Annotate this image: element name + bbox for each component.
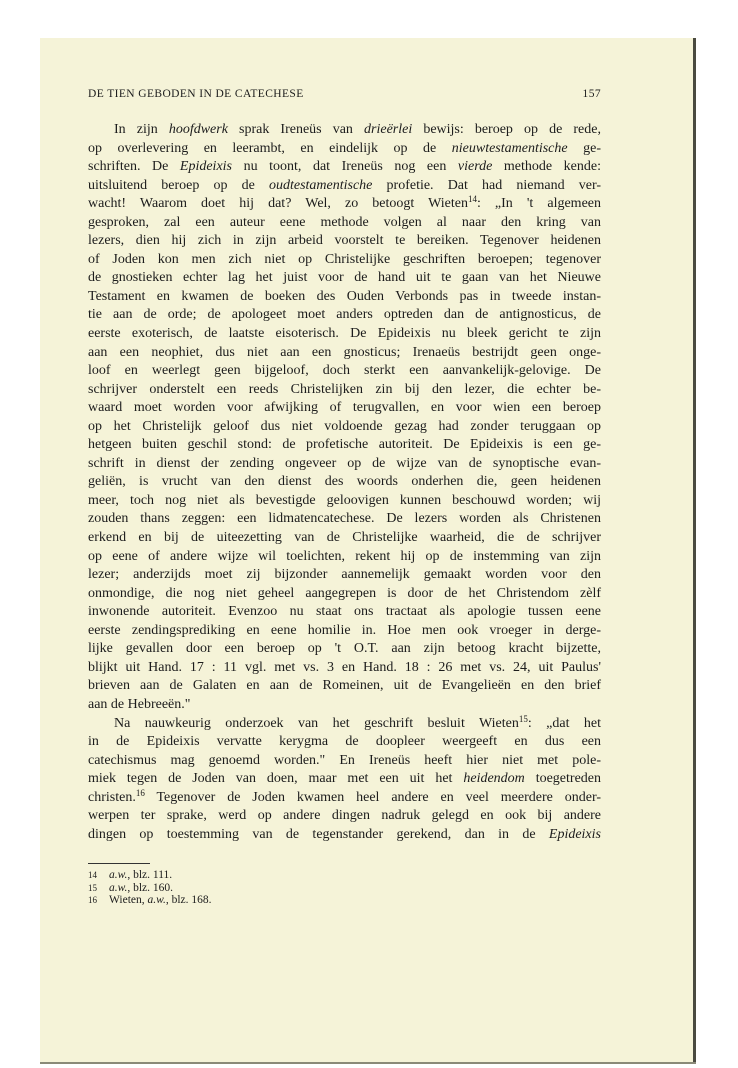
- text-line: zouden thans zeggen: een lidmatencatechese. De lezers worden als Christenen: [88, 511, 601, 527]
- running-title: DE TIEN GEBODEN IN DE CATECHESE: [88, 88, 304, 100]
- text-line: catechismus mag genoemd worden." En Ireneüs heeft hier niet met pole-: [88, 752, 601, 768]
- text-line: tie aan de orde; de apologeet moet anders optreden dan de antignosticus, de: [88, 307, 601, 323]
- footnote-text: a.w., blz. 160.: [109, 881, 174, 894]
- text-line: In zijn hoofdwerk sprak Ireneüs van drieërlei bewijs: beroep op de rede,: [114, 122, 601, 137]
- footnote-number: 14: [88, 870, 97, 880]
- text-line: christen.$^{16}$ Tegenover de Joden kwamen heel andere en veel meerdere onder-: [88, 787, 601, 805]
- footnote: [88, 869, 601, 882]
- footnote-text: Wieten, a.w., blz. 168.: [109, 894, 212, 906]
- page-edge-right: [693, 38, 696, 1064]
- text-line: op het Christelijk geloof dus niet voldoende gezag had zonder teruggaan op: [88, 418, 601, 434]
- text-line: loof en weerlegt geen bijgeloof, doch sterkt een aanvankelijk-gelovige. De: [88, 363, 601, 379]
- footnote: [88, 882, 601, 895]
- text-line: schriften. De Epideixis nu toont, dat Ireneüs nog een vierde methode kende:: [88, 159, 601, 175]
- text-line: schrift in dienst der zending ongeveer op de wijze van de synoptische evan-: [88, 455, 601, 471]
- text-line: werpen ter sprake, werd op andere dingen nadruk gelegd en ook bij andere: [88, 808, 601, 824]
- text-line: op overlevering en leerambt, en eindelijk op de nieuwtestamentische ge-: [88, 140, 601, 156]
- body-text: [88, 121, 601, 844]
- text-line: gesproken, zal een auteur eene methode volgen al naar den kring van: [88, 214, 601, 230]
- text-line: eerste zendingsprediking en eene homilie in. Hoe men ook vroeger in derge-: [88, 622, 601, 638]
- text-line: eerste exoterisch, de laatste eisoterisch. De Epideixis nu bleek gericht te zijn: [88, 326, 601, 342]
- text-line: de gnostieken echter lag het juist voor de hand uit te gaan van het Nieuwe: [88, 270, 601, 286]
- text-line: blijkt uit Hand. 17 : 11 vgl. met vs. 3 en Hand. 18 : 26 met vs. 24, uit Paulus': [88, 659, 601, 675]
- text-line: Na nauwkeurig onderzoek van het geschrift besluit Wieten$^{15}$: „dat het: [114, 713, 601, 731]
- page-number: 157: [582, 88, 601, 100]
- footnote-number: 15: [88, 882, 97, 893]
- text-line: uitsluitend beroep op de oudtestamentische profetie. Dat had niemand ver-: [88, 177, 601, 193]
- text-line: dingen op toestemming van de tegenstander gerekend, dan in de Epideixis: [88, 826, 601, 842]
- text-line: geliën, is vrucht van den dienst des woords onderhen die, geen heidenen: [88, 474, 601, 490]
- footnotes: [88, 869, 601, 907]
- footnote: [88, 894, 601, 907]
- text-line: lezers, dien hij zich in zijn arbeid voorstelt te bereiken. Tegenover heidenen: [88, 233, 601, 249]
- text-line: lijke gevallen door een beroep op 't O.T. aan zijn betoog kracht bijzette,: [88, 641, 601, 657]
- text-line: schrijver onderstelt een reeds Christelijken zin bij den lezer, die echter be-: [88, 381, 601, 397]
- text-line: brieven aan de Galaten en aan de Romeinen, uit de Evangelieën en den brief: [88, 678, 601, 694]
- text-line: wacht! Waarom doet hij dat? Wel, zo betoogt Wieten$^{14}$: „In 't algemeen: [88, 194, 602, 212]
- text-line: op eene of andere wijze wil toelichten, rekent hij op de instemming van zijn: [88, 548, 601, 564]
- text-line: Testament en kwamen de boeken des Ouden Verbonds pas in tweede instan-: [88, 288, 601, 304]
- footnote-rule: [88, 863, 150, 864]
- text-line: miek tegen de Joden van doen, maar met een uit het heidendom toegetreden: [88, 771, 601, 787]
- text-line: waard moet worden voor afwijking of terugvallen, en voor wien een beroep: [88, 400, 601, 416]
- text-line: in de Epideixis vervatte kerygma de doopleer weergeeft en dus een: [88, 734, 601, 750]
- footnote-text: a.w., blz. 111.: [109, 869, 173, 881]
- text-line: hetgeen buiten geschil stond: de profetische autoriteit. De Epideixis is een ge-: [88, 437, 601, 453]
- text-line: onmondige, die nog niet geheel aangegrepen is door de het Christendom zèlf: [88, 585, 601, 601]
- text-line: inwonende autoriteit. Evenzoo nu staat ons tractaat als apologie tussen eene: [88, 604, 601, 620]
- text-line: of Joden kon men zich niet op Christelijke geschriften beroepen; tegenover: [88, 251, 601, 267]
- text-line: aan de Hebreeën.": [88, 696, 191, 712]
- text-line: erkend en bij de uiteezetting van de Christelijke waarheid, die de schrijver: [88, 530, 601, 546]
- page-edge-bottom: [40, 1062, 696, 1064]
- text-line: aan een neophiet, dus niet aan een gnosticus; Irenaeüs bestrijdt geen onge-: [88, 344, 601, 360]
- text-line: lezer; anderzijds moet zij bijzonder aannemelijk gemaakt worden voor den: [88, 567, 601, 583]
- text-line: meer, toch nog niet als bevestigde geloovigen kunnen beschouwd worden; wij: [88, 492, 601, 508]
- footnote-number: 16: [88, 895, 97, 905]
